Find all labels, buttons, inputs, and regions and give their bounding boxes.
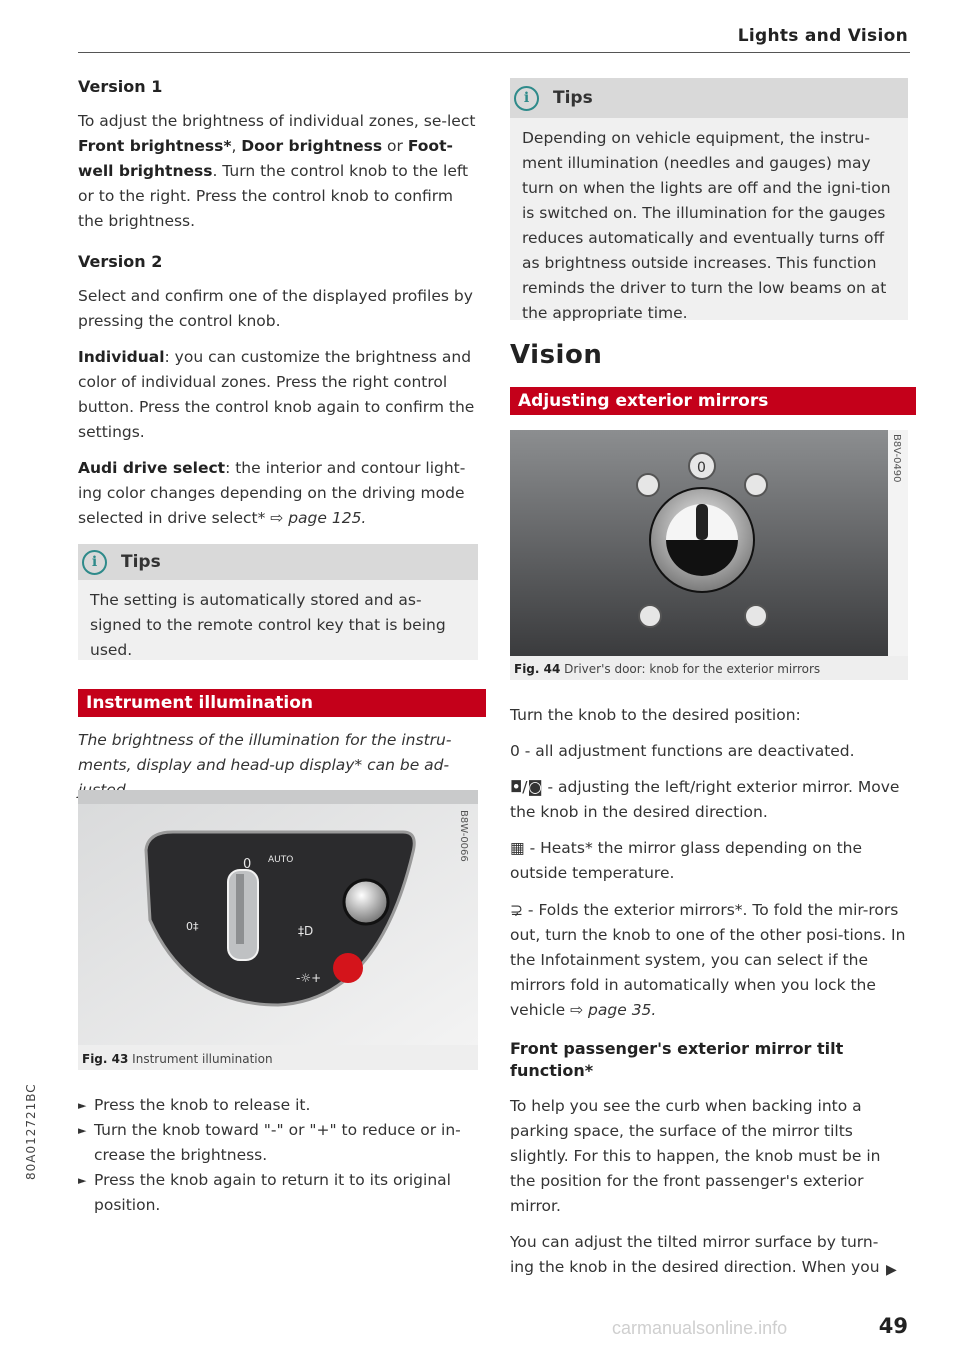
bullet-3: ► Press the knob again to return it to its original position.	[78, 1168, 484, 1218]
section-heading-adjusting-exterior-mirrors: Adjusting exterior mirrors	[510, 387, 916, 415]
label-fog: 0‡	[186, 920, 199, 933]
audi-drive-select-text: Audi drive select: the interior and contour light-ing color changes depending on the driving mode selected in drive select* ⇨ page 125.	[78, 459, 466, 527]
tilt-function-heading: Front passenger's exterior mirror tilt function*	[510, 1039, 844, 1080]
label-dimmer: -☼+	[296, 971, 322, 985]
mirror-heat-icon: ▦	[510, 839, 525, 857]
continue-arrow-icon: ▶	[886, 1262, 897, 1278]
tips-header	[78, 544, 478, 580]
version-1-text: To adjust the brightness of individual zones, se-lect Front brightness*, Door brightness or Foot-well brightness. Turn the control knob to the left or to the right. Press the control knob to confirm the brightness.	[78, 112, 476, 230]
page-reference-link[interactable]: ⇨ page 125.	[270, 509, 367, 527]
light-switch-illustration	[78, 790, 478, 1045]
figure-44	[510, 430, 908, 680]
tips-box-right	[510, 78, 908, 320]
info-icon: i	[82, 550, 107, 575]
tips-text: Depending on vehicle equipment, the instru-ment illumination (needles and gauges) may turn on when the lights are off and the igni-tion is switched on. The illumination for the gauges reduces automatically and eventually turns off as brightness outside increases. This function reminds the driver to turn the low beams on at the appropriate time.	[522, 129, 891, 322]
running-header: Lights and Vision	[737, 26, 908, 46]
tips-header	[510, 78, 908, 118]
fold-position	[639, 605, 661, 627]
arrow-icon: ►	[78, 1099, 87, 1112]
tips-title: Tips	[121, 552, 161, 572]
heat-position	[745, 605, 767, 627]
mirror-text-3: ◘/◙ - adjusting the left/right exterior mirror. Move the knob in the desired direction.	[510, 778, 900, 821]
figure-code: B8V-0490	[891, 434, 902, 483]
label-auto: AUTO	[268, 855, 294, 865]
figure-44-caption: Fig. 44 Driver's door: knob for the exterior mirrors	[514, 662, 821, 676]
figure-code: B8W-0066	[458, 810, 469, 862]
mirror-fold-icon: ⊋	[510, 901, 523, 919]
tilt-text-2: You can adjust the tilted mirror surface by turn-ing the knob in the desired direction. When you	[510, 1233, 880, 1276]
right-mirror-position	[745, 474, 767, 496]
version-2-heading: Version 2	[78, 252, 163, 271]
bullet-1: ► Press the knob to release it.	[78, 1093, 484, 1118]
mirror-left-right-icon: ◘/◙	[510, 778, 543, 796]
arrow-icon: ►	[78, 1124, 87, 1137]
tilt-text-1: To help you see the curb when backing into a parking space, the surface of the mirror tilts slightly. For this to happen, the knob must be in the position for the front passenger's exterior mirror.	[510, 1097, 881, 1215]
label-rear-fog: ‡D	[298, 924, 314, 938]
left-mirror-position	[637, 474, 659, 496]
header-rule	[78, 52, 910, 53]
instrument-illumination-intro: The brightness of the illumination for the instru-ments, display and head-up display* can be ad-	[78, 731, 452, 774]
label-zero: 0	[697, 460, 706, 476]
mirror-knob-illustration	[510, 430, 908, 656]
hazard-button	[333, 953, 363, 983]
figure-43-caption: Fig. 43 Instrument illumination	[82, 1052, 273, 1066]
arrow-icon: ►	[78, 1174, 87, 1187]
document-code: 80A012721BC	[24, 1083, 38, 1180]
dimmer-knob	[344, 880, 388, 924]
mirror-text-2: 0 - all adjustment functions are deactivated.	[510, 742, 855, 760]
info-icon: i	[514, 86, 539, 111]
version-2-text: Select and confirm one of the displayed profiles by pressing the control knob.	[78, 287, 473, 330]
tips-text: The setting is automatically stored and as-signed to the remote control key that is being used.	[90, 591, 446, 659]
mirror-text-5: ⊋ - Folds the exterior mirrors*. To fold the mir-rors out, turn the knob to one of the other posi-tions. In the Infotainment system, you can select if the mirrors fold in automatically when you lock the vehicle ⇨ page 35.	[510, 901, 906, 1019]
tips-box	[78, 544, 478, 660]
watermark: carmanualsonline.info	[612, 1318, 788, 1338]
bullet-2: ► Turn the knob toward "-" or "+" to reduce or in-crease the brightness.	[78, 1118, 484, 1168]
page-reference-link[interactable]: ⇨ page 35.	[570, 1001, 657, 1019]
version-1-heading: Version 1	[78, 77, 163, 96]
mirror-text-1: Turn the knob to the desired position:	[510, 706, 801, 724]
chapter-heading-vision: Vision	[510, 340, 603, 370]
tips-title: Tips	[553, 88, 593, 108]
page-number: 49	[878, 1314, 908, 1338]
section-heading-instrument-illumination: Instrument illumination	[78, 689, 486, 717]
figure-43	[78, 790, 478, 1070]
mirror-text-4: ▦ - Heats* the mirror glass depending on the outside temperature.	[510, 839, 863, 882]
individual-text: Individual: you can customize the brightness and color of individual zones. Press the right control button. Press the control knob again to confirm the settings.	[78, 348, 475, 441]
label-zero: 0	[243, 857, 252, 872]
